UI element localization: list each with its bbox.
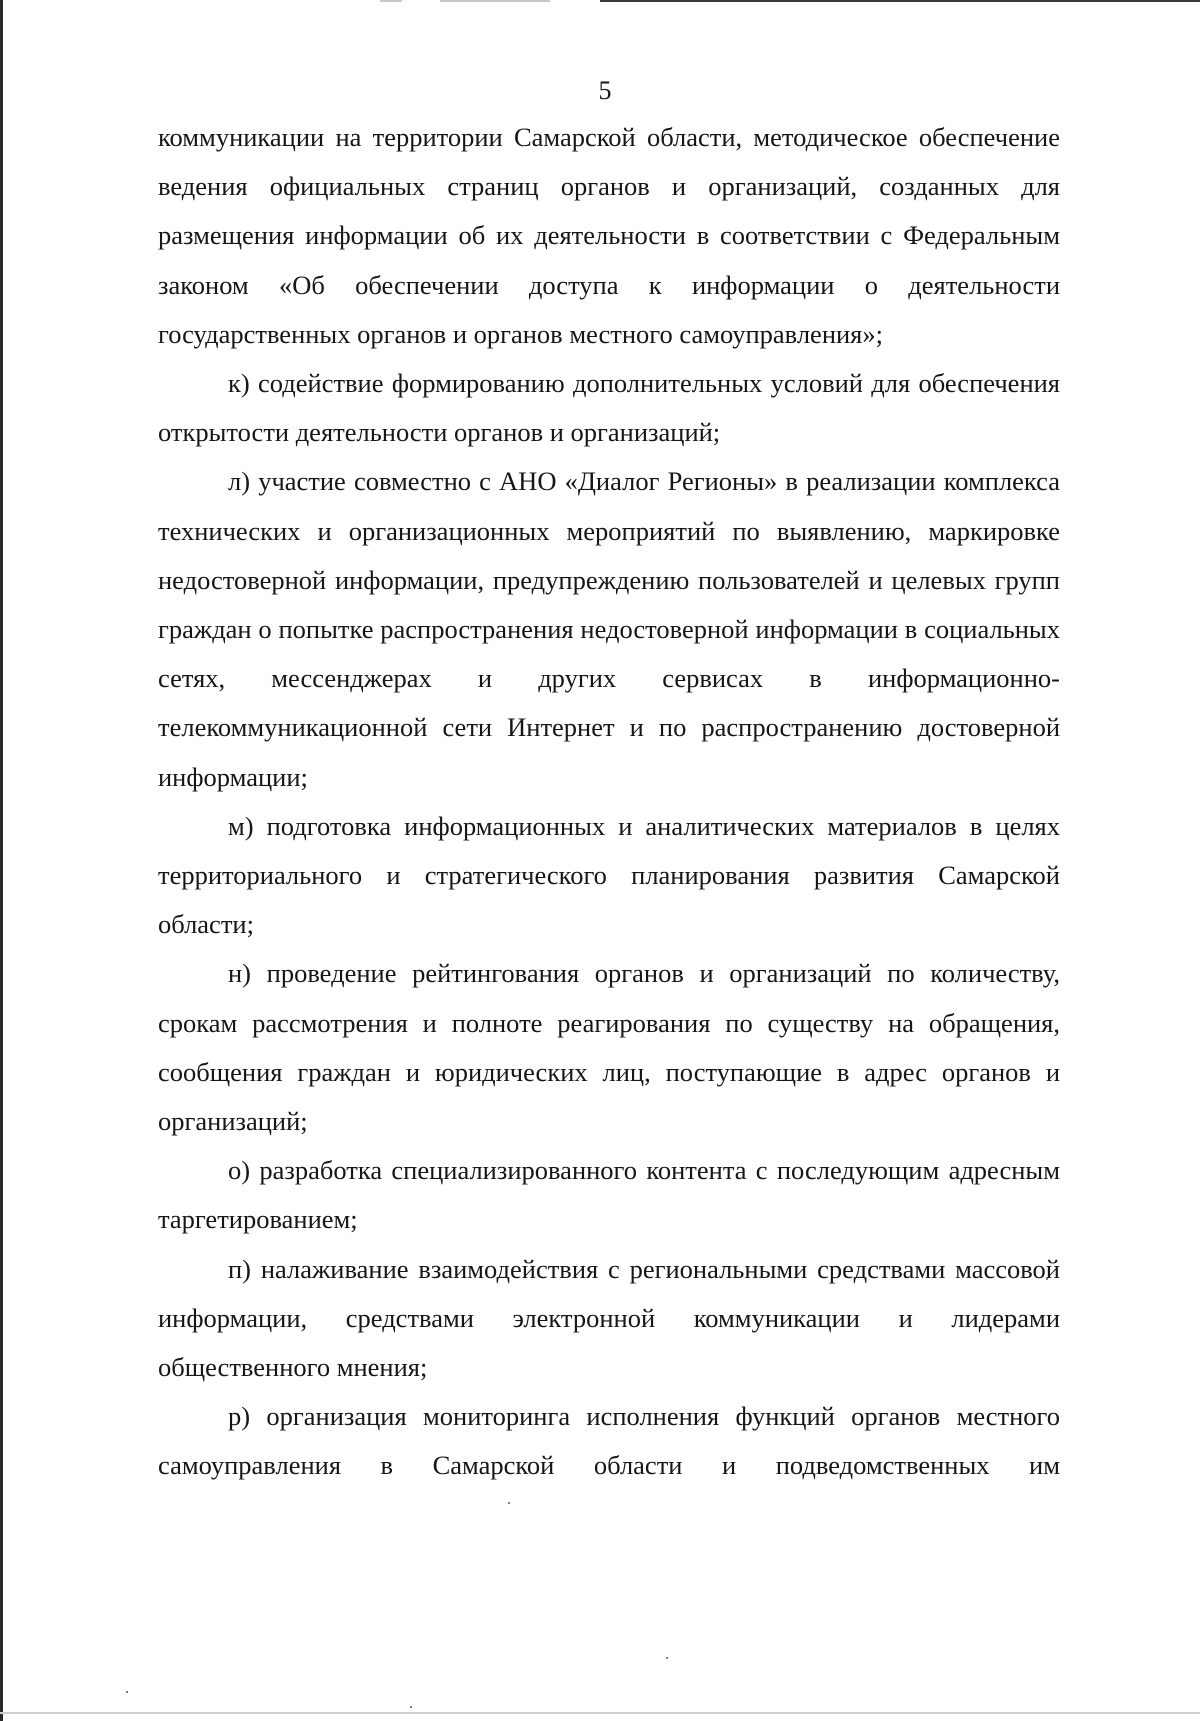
scan-speck: [508, 1502, 510, 1504]
scan-edge-left: [0, 0, 3, 1721]
scan-top-line: [600, 0, 1200, 2]
scan-speck: [410, 1706, 412, 1708]
scan-speck: [126, 1691, 128, 1693]
document-body: [158, 113, 1060, 1491]
paragraph-k: к) содействие формированию дополнительных условий для обеспечения открытости деятельности органов и организаций;: [158, 368, 1060, 448]
paragraph-p: п) налаживание взаимодействия с региональными средствами массовой информации, средствами электронной коммуникации и лидерами общественного мнения;: [158, 1253, 1060, 1383]
scan-top-mark: [440, 0, 550, 2]
paragraph-r: р) организация мониторинга исполнения функций органов местного самоуправления в Самарской области и подведомственных им: [158, 1401, 1060, 1481]
paragraph-o: о) разработка специализированного контента с последующим адресным таргетированием;: [158, 1155, 1060, 1235]
paragraph-l: л) участие совместно с АНО «Диалог Регионы» в реализации комплекса технических и организационных мероприятий по выявлению, маркировке недостоверной информации, предупреждению пользователей и целевых групп граждан о попытке распространения недостоверной информации в социальных сетях, мессенджерах и других сервисах в информационно-телекоммуникационной сети Интернет и по распространению достоверной информации;: [158, 466, 1060, 792]
scan-bottom-line: [0, 1712, 1200, 1714]
scan-speck: [666, 1657, 668, 1659]
page-number: 5: [598, 76, 612, 105]
paragraph-m: м) подготовка информационных и аналитических материалов в целях территориального и стратегического планирования развития Самарской области;: [158, 810, 1060, 940]
scan-top-mark: [380, 0, 402, 2]
paragraph-n: н) проведение рейтингования органов и организаций по количеству, срокам рассмотрения и полноте реагирования по существу на обращения, сообщения граждан и юридических лиц, поступающие в адрес органов и организаций;: [158, 958, 1060, 1137]
paragraph-continuation: коммуникации на территории Самарской области, методическое обеспечение ведения официальных страниц органов и организаций, созданных для размещения информации об их деятельности в соответствии с Федеральным законом «Об обеспечении доступа к информации о деятельности государственных органов и органов местного самоуправления»;: [158, 122, 1060, 349]
